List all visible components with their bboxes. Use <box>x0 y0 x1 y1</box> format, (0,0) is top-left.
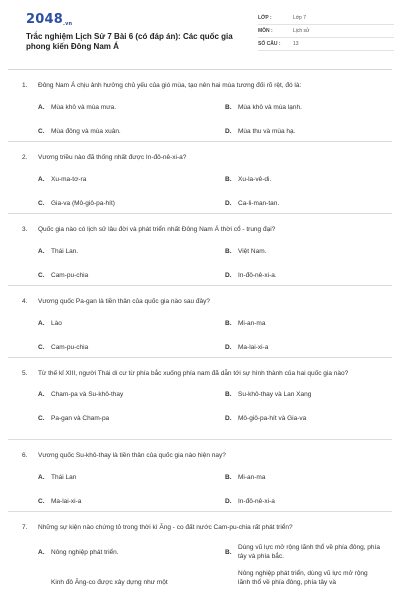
question-text-row <box>8 451 392 461</box>
question-item <box>8 286 392 358</box>
answer-option[interactable] <box>200 247 392 256</box>
question-text-row <box>8 523 392 533</box>
question-text: Quốc gia nào có lịch sử lâu đời và phát triển nhất Đông Nam Á thời cổ - trung đại? <box>38 226 276 233</box>
meta-key: MÔN : <box>258 28 273 34</box>
answer-option[interactable] <box>8 127 200 136</box>
option-text: Cam-pu-chia <box>51 344 89 351</box>
answer-option[interactable] <box>8 199 200 208</box>
option-text: Lào <box>51 320 62 327</box>
answer-option[interactable] <box>200 473 392 482</box>
meta-key: SỐ CÂU : <box>258 41 281 47</box>
question-text: Vương triều nào đã thống nhất được In-đô-nê-xi-a? <box>38 154 187 161</box>
option-text: In-đô-nê-xi-a <box>238 498 275 505</box>
answer-option[interactable] <box>200 319 392 328</box>
options-grid <box>8 390 392 423</box>
answer-option[interactable] <box>8 175 200 184</box>
answer-option[interactable] <box>8 414 200 423</box>
answer-option[interactable] <box>8 543 200 561</box>
question-text-row <box>8 225 392 235</box>
options-grid <box>8 543 392 587</box>
question-text: Vương quốc Su-khô-thay là tiền thân của quốc gia nào hiện nay? <box>38 452 226 459</box>
option-letter: A. <box>38 248 45 255</box>
answer-option[interactable] <box>200 271 392 280</box>
question-text: Từ thế kỉ XIII, người Thái di cư từ phía bắc xuống phía nam đã dẫn tới sự hình thành của hai quốc gia nào? <box>38 370 349 377</box>
question-item <box>8 440 392 512</box>
question-list <box>8 70 392 587</box>
option-text: Cham-pa và Su-khô-thay <box>51 391 124 398</box>
option-letter: C. <box>38 200 45 207</box>
answer-option[interactable] <box>8 271 200 280</box>
logo-text: 2048 <box>26 12 63 27</box>
answer-option[interactable] <box>200 127 392 136</box>
option-letter: C. <box>38 498 45 505</box>
question-number: 5. <box>22 370 28 377</box>
option-text: Mô-giô-pa-hít và Gia-va <box>238 415 307 422</box>
option-text: Ma-lai-xi-a <box>51 498 82 505</box>
question-text-row <box>8 153 392 163</box>
meta-row-class <box>258 12 394 25</box>
option-letter: A. <box>38 474 45 481</box>
option-letter: D. <box>225 498 232 505</box>
option-text: Su-khô-thay và Lan Xang <box>238 391 312 398</box>
option-letter: C. <box>38 128 45 135</box>
option-text: Mùa thu và mùa hạ. <box>238 128 296 135</box>
options-grid <box>8 319 392 352</box>
question-item <box>8 70 392 142</box>
question-item <box>8 512 392 587</box>
option-text: Dùng vũ lực mở rộng lãnh thổ về phía đông, phía tây và phía bắc. <box>238 544 380 560</box>
option-letter: C. <box>38 344 45 351</box>
answer-option[interactable] <box>200 103 392 112</box>
option-letter: D. <box>225 128 232 135</box>
option-text: Nông nghiệp phát triển. <box>51 548 119 556</box>
option-letter: A. <box>38 320 45 327</box>
option-text: Ma-lai-xi-a <box>238 344 269 351</box>
option-text: Mùa đông và mùa xuân. <box>51 128 121 135</box>
question-number: 4. <box>22 298 28 305</box>
option-letter: A. <box>38 104 45 111</box>
option-text: Thái Lan <box>51 474 77 481</box>
quiz-header <box>8 0 392 70</box>
question-text-row <box>8 297 392 307</box>
option-text: Việt Nam. <box>238 248 267 255</box>
option-letter: D. <box>225 415 232 422</box>
option-letter: B. <box>225 248 232 255</box>
question-number: 2. <box>22 154 28 161</box>
option-letter: B. <box>225 104 232 111</box>
option-letter: D. <box>225 200 232 207</box>
site-logo[interactable] <box>26 12 72 27</box>
meta-value: Lịch sử <box>293 28 310 34</box>
answer-option[interactable] <box>8 103 200 112</box>
logo-domain: .vn <box>62 21 73 27</box>
option-text: Mi-an-ma <box>238 474 266 481</box>
option-letter: A. <box>38 548 45 556</box>
option-letter: D. <box>225 272 232 279</box>
options-grid <box>8 103 392 136</box>
question-number: 3. <box>22 226 28 233</box>
question-text: Những sự kiện nào chứng tỏ trong thời kì Ăng - co đất nước Cam-pu-chia rất phát triển? <box>38 524 293 531</box>
option-text: Ca-li-man-tan. <box>238 200 280 207</box>
answer-option[interactable] <box>200 497 392 506</box>
answer-option[interactable] <box>8 569 200 587</box>
answer-option[interactable] <box>200 543 392 561</box>
question-text-row <box>8 369 392 379</box>
option-text: Xu-ma-tơ-ra <box>51 176 87 183</box>
option-text: Xu-la-vê-di. <box>238 176 272 183</box>
option-text: Mùa khô và mùa lạnh. <box>238 104 302 111</box>
question-number: 7. <box>22 524 28 531</box>
meta-value: Lớp 7 <box>293 15 307 21</box>
answer-option[interactable] <box>8 247 200 256</box>
question-number: 1. <box>22 82 28 89</box>
option-letter: B. <box>225 176 232 183</box>
question-text: Vương quốc Pa-gan là tiền thân của quốc gia nào sau đây? <box>38 298 210 305</box>
answer-option[interactable] <box>200 199 392 208</box>
answer-option[interactable] <box>8 319 200 328</box>
question-item <box>8 214 392 286</box>
option-text: Pa-gan và Cham-pa <box>51 415 110 422</box>
option-text: In-đô-nê-xi-a. <box>238 272 277 279</box>
option-letter: A. <box>38 176 45 183</box>
options-grid <box>8 247 392 280</box>
option-text: Nông nghiệp phát triển, dùng vũ lực mở rộng lãnh thổ về phía đông, phía tây và <box>238 570 368 586</box>
answer-option[interactable] <box>8 497 200 506</box>
option-letter: B. <box>225 548 232 556</box>
option-text: Thái Lan. <box>51 248 79 255</box>
option-letter: C. <box>38 272 45 279</box>
option-letter: C. <box>38 415 45 422</box>
option-text: Gia-va (Mô-giô-pa-hít) <box>51 200 115 207</box>
meta-key: LỚP : <box>258 15 272 21</box>
answer-option[interactable] <box>200 569 392 587</box>
option-text: Mùa khô và mùa mưa. <box>51 104 117 111</box>
answer-option[interactable] <box>200 175 392 184</box>
question-text-row <box>8 81 392 91</box>
answer-option[interactable] <box>200 414 392 423</box>
meta-row-subject <box>258 25 394 38</box>
answer-option[interactable] <box>8 473 200 482</box>
question-item <box>8 142 392 214</box>
option-letter: B. <box>225 391 232 398</box>
answer-option[interactable] <box>200 390 392 399</box>
option-letter: B. <box>225 474 232 481</box>
options-grid <box>8 473 392 506</box>
quiz-meta-table <box>258 12 394 51</box>
option-letter: D. <box>225 344 232 351</box>
answer-option[interactable] <box>8 343 200 352</box>
question-text: Đông Nam Á chịu ảnh hưởng chủ yếu của gió mùa, tạo nên hai mùa tương đối rõ rệt, đó là: <box>38 82 302 89</box>
answer-option[interactable] <box>8 390 200 399</box>
option-letter: B. <box>225 320 232 327</box>
option-letter: A. <box>38 391 45 398</box>
answer-option[interactable] <box>200 343 392 352</box>
option-text: Mi-an-ma <box>238 320 266 327</box>
page-title: Trắc nghiệm Lịch Sử 7 Bài 6 (có đáp án): Các quốc gia phong kiến Đông Nam Á <box>26 32 233 51</box>
question-number: 6. <box>22 452 28 459</box>
meta-value: 13 <box>293 41 299 47</box>
options-grid <box>8 175 392 208</box>
option-text: Cam-pu-chia <box>51 272 89 279</box>
meta-row-count <box>258 38 394 51</box>
option-text: Kinh đô Ăng-co được xây dựng như một <box>51 579 168 586</box>
question-item <box>8 358 392 440</box>
